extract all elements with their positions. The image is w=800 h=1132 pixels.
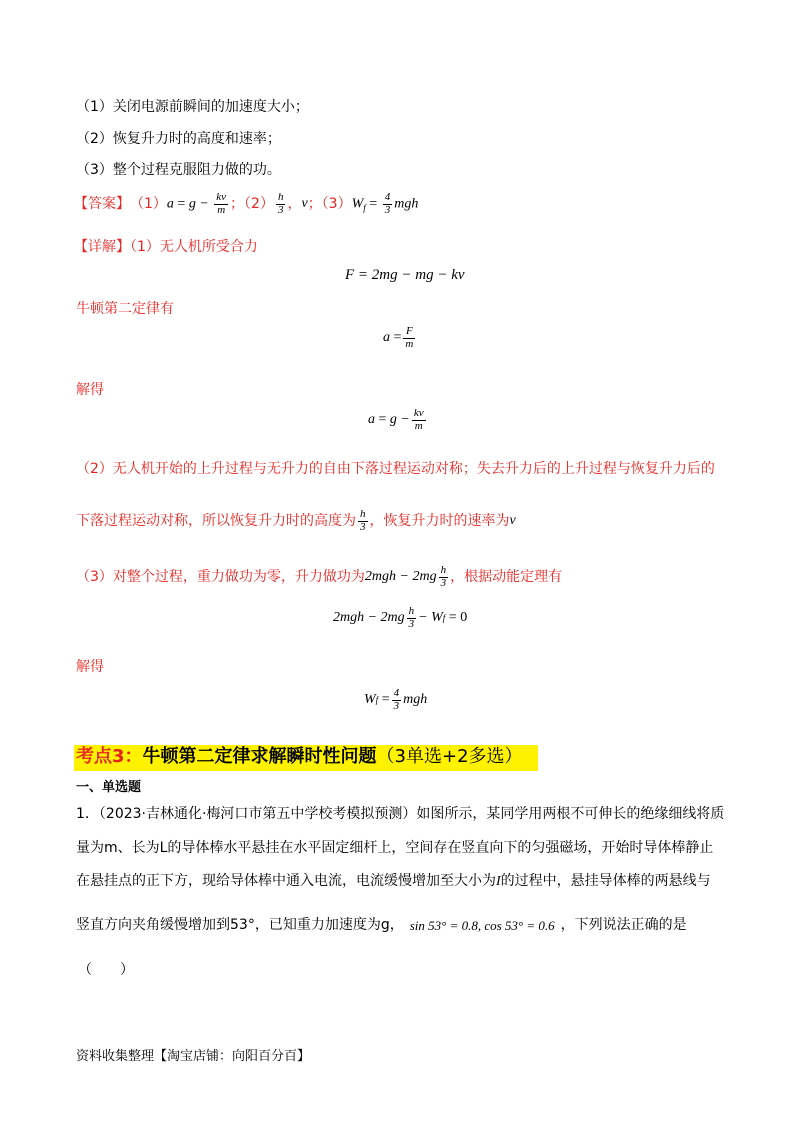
answer-3-formula: $W_f$ = $\frac{4}{3}$ mgh <box>351 190 419 216</box>
equation-energy-theorem: 2mgh − 2mg $\frac{h}{3}$ − W f = 0 <box>333 605 468 630</box>
equation-acceleration: a = g − $\frac{kv}{m}$ <box>368 407 424 432</box>
answer-1-formula: a = g − $\frac{kv}{m}$ <box>166 190 227 216</box>
detail-intro: （1）无人机所受合力 <box>130 239 258 255</box>
footer-text: 资料收集整理【淘宝店铺：向阳百分百】 <box>76 1049 311 1064</box>
question-1: （1）关闭电源前瞬间的加速度大小； <box>76 99 309 115</box>
problem-line-1: 1．（2023·吉林通化·梅河口市第五中学校考模拟预测）如图所示，某同学用两根不可伸长的绝缘细线将质 <box>76 806 725 822</box>
answer-label: 【答案】 <box>74 196 130 212</box>
height-fraction: $\frac{h}{3}$ <box>360 507 366 533</box>
question-2: （2）恢复升力时的高度和速率； <box>76 131 281 147</box>
equation-work-friction: W f = $\frac{4}{3}$ mgh <box>364 687 428 712</box>
part3-line: （3）对整个过程，重力做功为零，升力做功为 2mgh − 2mg $\frac{h}{3}$ ，根据动能定理有 <box>76 563 563 589</box>
answer-part-4: ；（3） <box>307 196 352 212</box>
problem-line-4: 竖直方向夹角缓慢增加到53°，已知重力加速度为g， sin 53° = 0.8, cos 53° = 0.6 ，下列说法正确的是 <box>76 917 687 933</box>
question-3: （3）整个过程克服阻力做的功。 <box>76 162 281 178</box>
lift-work-formula: 2mgh − 2mg $\frac{h}{3}$ <box>364 563 447 589</box>
section-title-note: （3单选+2多选） <box>376 746 523 767</box>
answer-part-1: （1） <box>130 196 167 212</box>
section-title-main: 牛顿第二定律求解瞬时性问题 <box>142 746 377 767</box>
answer-2-height: $\frac{h}{3}$ <box>277 190 284 216</box>
answer-line <box>74 190 419 216</box>
answer-2-speed: v <box>301 196 308 211</box>
answer-part-3: ， <box>287 196 302 212</box>
answer-blank: （ ） <box>78 962 134 978</box>
sin-cos-values: sin 53° = 0.8, cos 53° = 0.6 <box>409 917 555 933</box>
solve-text-1: 解得 <box>76 382 104 398</box>
equation-net-force: F = 2mg − mg − kv <box>345 267 465 283</box>
detail-label: 【详解】 <box>74 239 130 255</box>
equation-a-F-m: a = $\frac{F}{m}$ <box>383 325 414 350</box>
section-title <box>76 748 523 766</box>
problem-line-3: 在悬挂点的正下方，现给导体棒中通入电流，电流缓慢增加至大小为I的过程中，悬挂导体棒的两悬线与 <box>76 873 711 889</box>
answer-part-2: ；（2） <box>230 196 274 212</box>
speed-v: v <box>509 513 516 528</box>
part2-line1: （2）无人机开始的上升过程与无升力的自由下落过程运动对称；失去升力后的上升过程与恢复升力后的 <box>76 461 715 477</box>
part2-line2: 下落过程运动对称，所以恢复升力时的高度为 $\frac{h}{3}$ ，恢复升力时的速率为 v <box>76 507 516 533</box>
section-title-red: 考点3： <box>76 746 143 767</box>
solve-text-2: 解得 <box>76 659 104 675</box>
newton-second-law-text: 牛顿第二定律有 <box>76 301 174 317</box>
problem-line-2: 量为m、长为L的导体棒水平悬挂在水平固定细杆上，空间存在竖直向下的匀强磁场，开始时导体棒静止 <box>76 840 714 856</box>
subsection-title: 一、单选题 <box>76 780 142 795</box>
detail-heading <box>74 240 258 254</box>
